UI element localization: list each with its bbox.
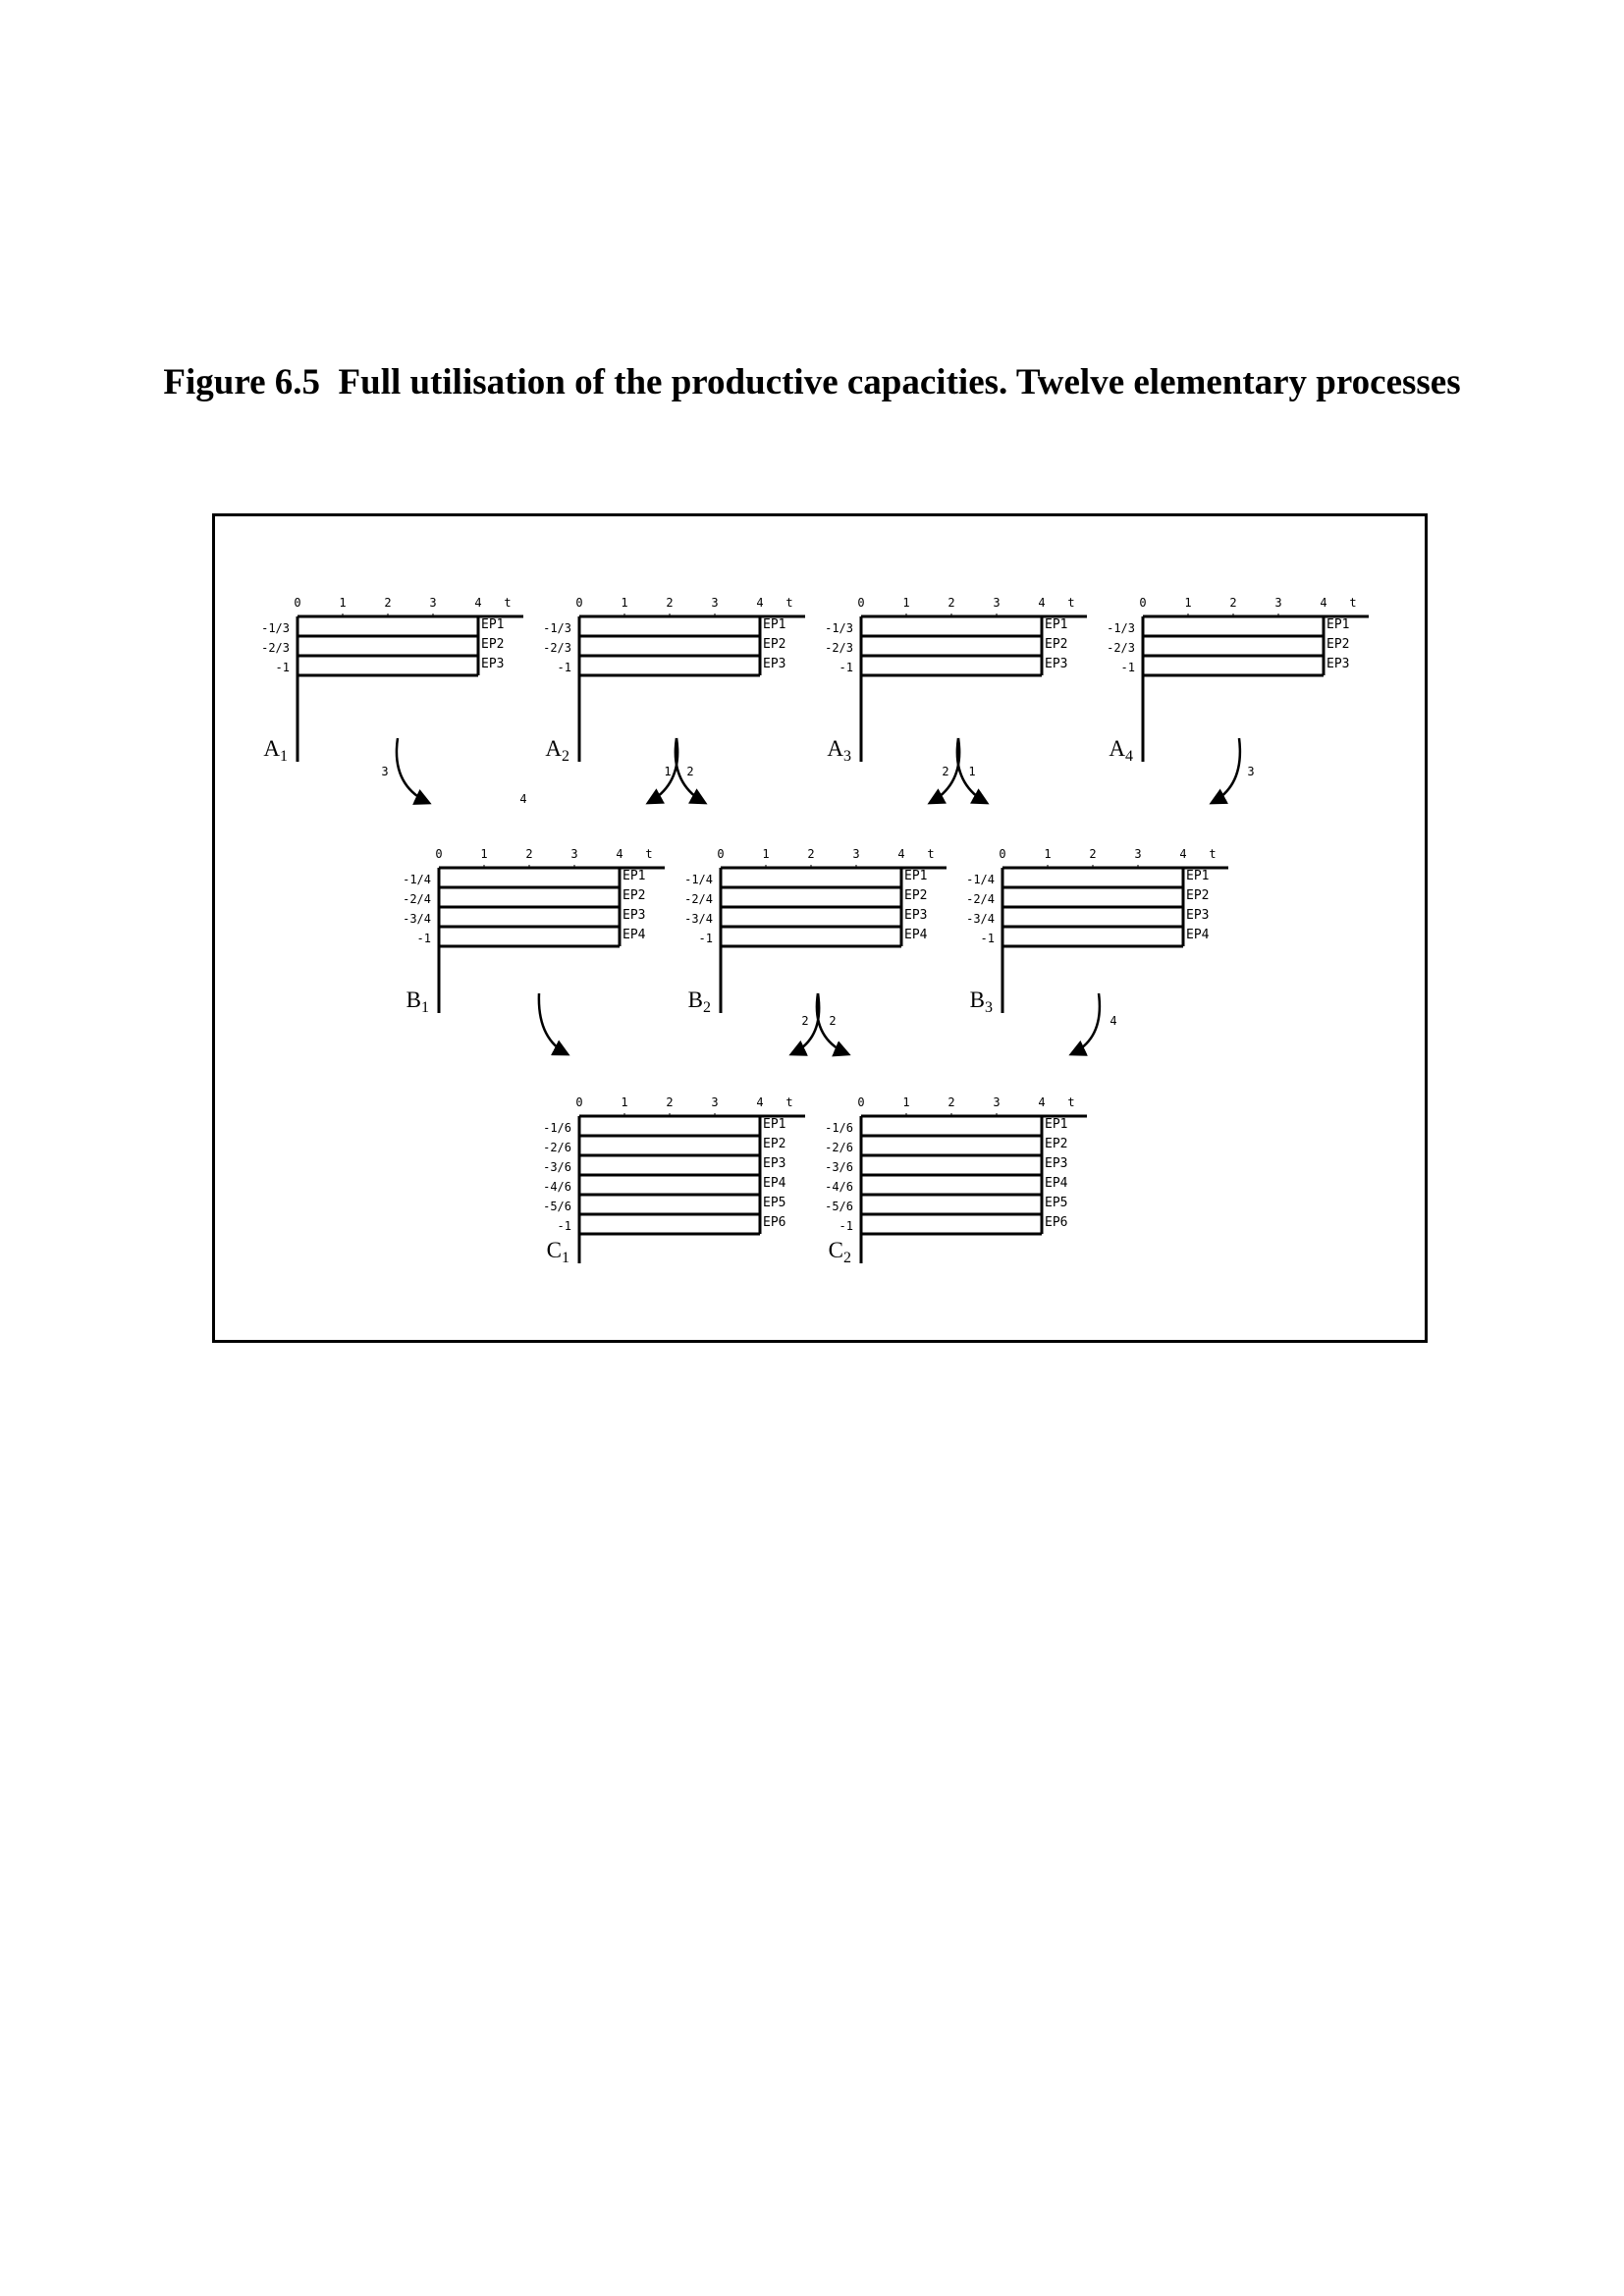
chart-name: $C_2$ <box>828 1238 851 1266</box>
tick-label: 4 <box>1038 596 1046 610</box>
tick-label: 3 <box>711 1095 719 1109</box>
time-label: t <box>1349 596 1357 610</box>
tick-label: 0 <box>857 1095 865 1109</box>
tick-label: 3 <box>852 847 860 861</box>
row-label: -1/3 <box>825 621 853 635</box>
ep-label: EP6 <box>763 1215 786 1230</box>
chart-name: $A_2$ <box>545 736 569 765</box>
row-label: -4/6 <box>825 1180 853 1194</box>
row-label: -1/6 <box>543 1121 571 1135</box>
tick-label: 2 <box>666 1095 674 1109</box>
arrow-a3-to-b3 <box>957 738 987 803</box>
stray-label: 4 <box>519 792 527 806</box>
ep-label: EP1 <box>1326 617 1350 632</box>
tick-label: 4 <box>756 1095 764 1109</box>
arrow-a1-to-b1 <box>381 738 429 803</box>
row-label: -1 <box>275 661 290 674</box>
ep-label: EP4 <box>623 928 646 942</box>
ep-label: EP5 <box>763 1196 786 1210</box>
tick-label: 3 <box>1134 847 1142 861</box>
tick-label: 1 <box>902 596 910 610</box>
tick-label: 2 <box>666 596 674 610</box>
row-label: -2/6 <box>825 1141 853 1154</box>
tick-label: 0 <box>1139 596 1147 610</box>
ep-label: EP3 <box>763 657 786 671</box>
tick-label: 0 <box>717 847 725 861</box>
ep-label: EP6 <box>1045 1215 1068 1230</box>
arrow-b2-to-c1 <box>791 993 819 1054</box>
row-label: -1 <box>416 932 431 945</box>
time-label: t <box>504 596 512 610</box>
ep-label: EP3 <box>1045 657 1068 671</box>
arrow-a2-to-b1 <box>648 738 677 803</box>
chart-name: $A_1$ <box>263 736 288 765</box>
tick-label: 2 <box>1089 847 1097 861</box>
ep-label: EP2 <box>1045 1137 1068 1151</box>
arrow-label: 4 <box>1110 1014 1117 1028</box>
row-label: -4/6 <box>543 1180 571 1194</box>
ep-label: EP3 <box>481 657 505 671</box>
chart-name: $B_2$ <box>687 988 711 1016</box>
ep-label: EP2 <box>1326 637 1350 652</box>
ep-label: EP1 <box>1186 869 1210 883</box>
arrow-label: 1 <box>664 765 672 778</box>
row-label: -1 <box>980 932 995 945</box>
row-label: -2/4 <box>684 892 713 906</box>
chart-name: $A_3$ <box>827 736 851 765</box>
row-label: -2/4 <box>966 892 995 906</box>
tick-label: 3 <box>1274 596 1282 610</box>
time-label: t <box>785 596 793 610</box>
arrow-label: 3 <box>381 765 389 778</box>
chart-a4 <box>1107 596 1369 765</box>
chart-name: $A_4$ <box>1109 736 1133 765</box>
arrow-label: 3 <box>1247 765 1255 778</box>
ep-label: EP4 <box>1045 1176 1068 1191</box>
chart-c2 <box>825 1095 1087 1266</box>
row-label: -1/4 <box>966 873 995 886</box>
tick-label: 3 <box>711 596 719 610</box>
row-label: -3/4 <box>684 912 713 926</box>
ep-label: EP3 <box>904 908 928 923</box>
ep-label: EP2 <box>623 888 646 903</box>
tick-label: 2 <box>947 596 955 610</box>
time-label: t <box>1067 596 1075 610</box>
chart-name: $C_1$ <box>546 1238 569 1266</box>
chart-name: $B_3$ <box>969 988 993 1016</box>
tick-label: 2 <box>1229 596 1237 610</box>
tick-label: 4 <box>616 847 623 861</box>
ep-label: EP1 <box>763 1117 786 1132</box>
row-label: -2/4 <box>403 892 431 906</box>
tick-label: 1 <box>1184 596 1192 610</box>
tick-label: 1 <box>1044 847 1052 861</box>
arrow-a3-to-b2 <box>930 738 959 803</box>
arrow-label: 2 <box>829 1014 837 1028</box>
tick-label: 0 <box>999 847 1006 861</box>
ep-label: EP3 <box>763 1156 786 1171</box>
time-label: t <box>645 847 653 861</box>
tick-label: 1 <box>621 1095 628 1109</box>
tick-label: 2 <box>947 1095 955 1109</box>
row-label: -1 <box>1120 661 1135 674</box>
ep-label: EP1 <box>1045 1117 1068 1132</box>
row-label: -2/3 <box>825 641 853 655</box>
ep-label: EP1 <box>481 617 505 632</box>
chart-b3 <box>966 847 1228 1016</box>
ep-label: EP1 <box>763 617 786 632</box>
chart-a1 <box>261 596 523 765</box>
ep-label: EP2 <box>763 1137 786 1151</box>
ep-label: EP3 <box>1045 1156 1068 1171</box>
row-label: -1 <box>839 661 853 674</box>
ep-label: EP4 <box>763 1176 786 1191</box>
ep-label: EP2 <box>763 637 786 652</box>
chart-name: $B_1$ <box>406 988 429 1016</box>
arrow-label: 1 <box>968 765 976 778</box>
row-label: -2/6 <box>543 1141 571 1154</box>
tick-label: 1 <box>480 847 488 861</box>
row-label: -1/3 <box>261 621 290 635</box>
row-label: -1/3 <box>1107 621 1135 635</box>
row-label: -3/6 <box>825 1160 853 1174</box>
tick-label: 0 <box>857 596 865 610</box>
time-label: t <box>1067 1095 1075 1109</box>
tick-label: 3 <box>429 596 437 610</box>
ep-label: EP4 <box>904 928 928 942</box>
row-label: -1/3 <box>543 621 571 635</box>
arrow-line <box>539 993 568 1054</box>
row-label: -1/4 <box>403 873 431 886</box>
time-label: t <box>1209 847 1217 861</box>
arrow-b1-to-c1 <box>539 993 568 1054</box>
ep-label: EP2 <box>1045 637 1068 652</box>
tick-label: 4 <box>1038 1095 1046 1109</box>
tick-label: 4 <box>756 596 764 610</box>
arrow-line <box>1071 993 1100 1054</box>
arrow-label: 2 <box>942 765 949 778</box>
ep-label: EP4 <box>1186 928 1210 942</box>
time-label: t <box>785 1095 793 1109</box>
ep-label: EP5 <box>1045 1196 1068 1210</box>
tick-label: 1 <box>339 596 347 610</box>
tick-label: 3 <box>993 1095 1001 1109</box>
time-label: t <box>927 847 935 861</box>
ep-label: EP3 <box>1326 657 1350 671</box>
chart-a3 <box>825 596 1087 765</box>
arrow-a2-to-b2 <box>676 738 705 803</box>
row-label: -3/4 <box>403 912 431 926</box>
row-label: -1 <box>557 1219 571 1233</box>
tick-label: 0 <box>294 596 301 610</box>
row-label: -2/3 <box>1107 641 1135 655</box>
tick-label: 1 <box>621 596 628 610</box>
arrow-a4-to-b3 <box>1212 738 1255 803</box>
ep-label: EP1 <box>623 869 646 883</box>
tick-label: 0 <box>435 847 443 861</box>
tick-label: 4 <box>897 847 905 861</box>
row-label: -1/6 <box>825 1121 853 1135</box>
row-label: -1 <box>839 1219 853 1233</box>
row-label: -2/3 <box>261 641 290 655</box>
row-label: -5/6 <box>825 1200 853 1213</box>
arrow-line <box>397 738 429 803</box>
ep-label: EP3 <box>1186 908 1210 923</box>
arrow-b2-to-c2 <box>817 993 848 1054</box>
tick-label: 4 <box>1320 596 1327 610</box>
tick-label: 1 <box>902 1095 910 1109</box>
tick-label: 3 <box>993 596 1001 610</box>
tick-label: 2 <box>807 847 815 861</box>
arrow-b3-to-c2 <box>1071 993 1117 1054</box>
tick-label: 2 <box>525 847 533 861</box>
row-label: -3/6 <box>543 1160 571 1174</box>
ep-label: EP1 <box>904 869 928 883</box>
chart-c1 <box>543 1095 805 1266</box>
row-label: -1/4 <box>684 873 713 886</box>
tick-label: 4 <box>1179 847 1187 861</box>
arrow-label: 2 <box>686 765 694 778</box>
row-label: -1 <box>698 932 713 945</box>
row-label: -1 <box>557 661 571 674</box>
ep-label: EP3 <box>623 908 646 923</box>
chart-b2 <box>684 847 947 1016</box>
chart-a2 <box>543 596 805 765</box>
chart-b1 <box>403 847 665 1016</box>
ep-label: EP1 <box>1045 617 1068 632</box>
arrow-label: 2 <box>801 1014 809 1028</box>
arrow-line <box>1212 738 1240 803</box>
tick-label: 2 <box>384 596 392 610</box>
ep-label: EP2 <box>481 637 505 652</box>
row-label: -2/3 <box>543 641 571 655</box>
tick-label: 1 <box>762 847 770 861</box>
row-label: -5/6 <box>543 1200 571 1213</box>
tick-label: 4 <box>474 596 482 610</box>
tick-label: 0 <box>575 1095 583 1109</box>
page-title: Figure 6.5 Full utilisation of the productive capacities. Twelve elementary processes <box>163 362 1461 402</box>
ep-label: EP2 <box>1186 888 1210 903</box>
tick-label: 0 <box>575 596 583 610</box>
tick-label: 3 <box>570 847 578 861</box>
arrow-line <box>648 738 677 803</box>
row-label: -3/4 <box>966 912 995 926</box>
ep-label: EP2 <box>904 888 928 903</box>
